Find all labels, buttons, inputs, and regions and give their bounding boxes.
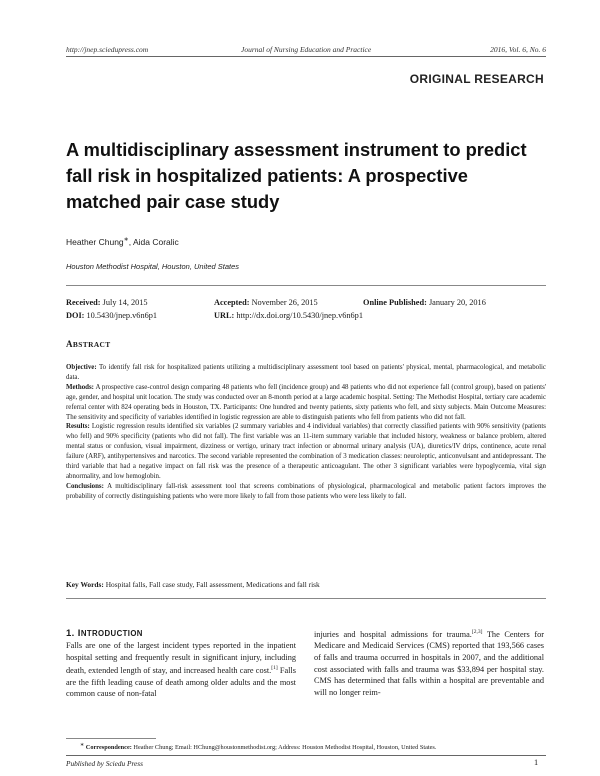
article-title: A multidisciplinary assessment instrument to predict fall risk in hospitalized patients: A prospective matched pair case study xyxy=(66,139,527,212)
keywords: Key Words: Hospital falls, Fall case study, Fall assessment, Medications and fall risk xyxy=(66,580,320,589)
intro-paragraph: Falls are one of the largest incident types reported in the inpatient hospital setting and frequently result in significant injury, including death, extended length of stay, and increased health care cost.[1] Falls are the fifth leading cause of death among older adults and the most common cause of non-fatal xyxy=(66,641,296,699)
citation-ref[interactable]: [2,3] xyxy=(471,629,483,635)
abstract-heading: ABSTRACT xyxy=(66,339,111,349)
online-date: Online Published: January 20, 2016 xyxy=(363,298,486,307)
article-url-link[interactable]: http://dx.doi.org/10.5430/jnep.v6n6p1 xyxy=(236,311,363,320)
author-list: Heather Chung∗, Aida Coralic xyxy=(66,236,179,247)
header-rule xyxy=(66,56,546,57)
abstract-conclusions: Conclusions: A multidisciplinary fall-risk assessment tool that screens combinations of physiological, pharmacological and metabolic patient factors improves the probability of correctly distinguishing patients who were more likely to fall from those patients who were less likely to fall. xyxy=(66,482,546,500)
section-label: ORIGINAL RESEARCH xyxy=(409,72,544,86)
author-name: Aida Coralic xyxy=(132,236,179,247)
doi: DOI: 10.5430/jnep.v6n6p1 xyxy=(66,311,158,320)
page-number: 1 xyxy=(534,758,539,767)
doi-link[interactable]: 10.5430/jnep.v6n6p1 xyxy=(86,311,158,320)
volume-info: 2016, Vol. 6, No. 6 xyxy=(490,45,546,54)
intro-right-column xyxy=(314,627,544,698)
introduction-heading: 1. INTRODUCTION xyxy=(66,628,143,639)
citation-ref[interactable]: [1] xyxy=(271,665,278,672)
journal-url[interactable]: http://jnep.sciedupress.com xyxy=(66,45,149,54)
accepted-date: Accepted: November 26, 2015 xyxy=(214,298,318,307)
abstract-objective: Objective: To identify fall risk for hospitalized patients utilizing a multidisciplinary assessment tool based on patients' physical, mental, pharmacological, and metabolic data. xyxy=(66,364,546,381)
publisher-label: Published by Sciedu Press xyxy=(66,759,143,768)
journal-name: Journal of Nursing Education and Practice xyxy=(241,45,372,54)
abstract-body xyxy=(66,363,546,502)
intro-paragraph: injuries and hospital admissions for trauma.[2,3] The Centers for Medicare and Medicaid Services (CMS) reported that 193,566 cases of falls and trauma occurred in hospitals in 2007, and the additional cost associated with falls and trauma was $33,894 per hospital stay. CMS has determined that falls within a hospital are preventable and will no longer reim- xyxy=(314,629,545,697)
received-date: Received: July 14, 2015 xyxy=(66,298,148,307)
corresponding-marker: ∗ xyxy=(123,237,129,243)
abstract-results: Results: Logistic regression results identified six variables (2 summary variables and 4 individual variables) that correctly classified patients with 90% sensitivity (patients who fell) and 90% specificity (patients who did not fall). The first variable was an 11-item summary variable that included history, weakness or balance problem, altered mental status or confusion, visual impairment, dizziness or vertigo, urinary tract infection or abnormal urinary analysis (UA), diuretics/IV drips, continence, acute renal failure (ARF), antihypertensives and narcotics. The second variable represented the combination of 3 medication classes: neuroleptic, anticonvulsant and antidepressant. The third variable that had a negative impact on fall risk was the presence of a therapeutic anticoagulant. The other 3 significant variables were hypoglycemia, vital sign abnormality, and low hemoglobin. xyxy=(66,423,546,480)
intro-left-column xyxy=(66,640,296,700)
footnote-rule xyxy=(66,738,156,739)
abstract-methods: Methods: A prospective case-control design comparing 48 patients who fell (incidence group) and 48 patients who did not experience fall (control group), based on patients' age, gender, and hospital unit location. The study was conducted over an 8-month period at a large academic hospital. Setting: The Methodist Hospital, tertiary care academic referral center with 824 operating beds in Houston, TX. Participants: One hundred and twenty patients, sixty patients who fell, and sixty subjects. Main Outcome Measures: The sensitivity and specificity of variables identified in logistic regression are able to distinguish patients who fell from patients who did not fall. xyxy=(66,383,547,421)
abstract-rule xyxy=(66,598,546,599)
footer-rule xyxy=(66,755,546,756)
affiliation: Houston Methodist Hospital, Houston, United States xyxy=(66,262,240,271)
article-url: URL: http://dx.doi.org/10.5430/jnep.v6n6p1 xyxy=(214,311,363,320)
author-name: Heather Chung xyxy=(66,236,124,247)
dates-rule xyxy=(66,285,546,286)
correspondence-footnote: ∗ Correspondence: Heather Chung; Email: HChung@houstonmethodist.org; Address: Houston Methodist Hospital, Houston, United States. xyxy=(80,743,437,752)
